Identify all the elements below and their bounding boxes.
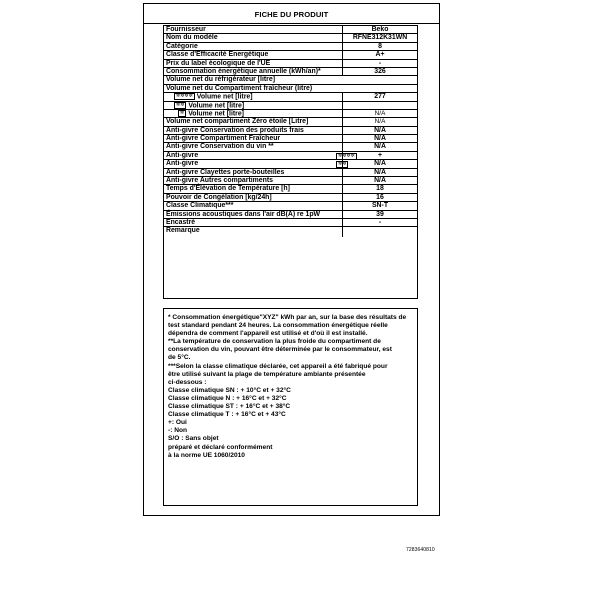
row-label: Anti-givre Autres compartiments — [166, 177, 273, 185]
row-value: - — [378, 218, 382, 226]
footnote-line: dépendra de comment l'appareil est utilisé et d'où il est installé. — [168, 330, 368, 338]
row-label: Remarque — [166, 227, 200, 235]
footnote-line: à la norme UE 1060/2010 — [168, 451, 245, 459]
table-row — [164, 43, 417, 51]
table-row — [164, 102, 417, 110]
table-row — [164, 185, 417, 193]
row-value: N/A — [374, 143, 386, 151]
row-value: A+ — [375, 51, 385, 59]
footnote-line: -: Non — [168, 427, 188, 435]
row-label: Consommation énergétique annuelle (kWh/an)* — [166, 67, 321, 75]
row-value: 277 — [374, 93, 386, 101]
row-label: Anti-givre Conservation des produits frais — [166, 126, 304, 134]
row-value: N/A — [374, 168, 386, 176]
footnote-line: Classe climatique ST : + 16°C et + 38°C — [168, 403, 291, 411]
row-label: Catégorie — [166, 42, 198, 50]
footnote-line: +: Oui — [168, 419, 187, 427]
row-value: - — [378, 59, 382, 67]
row-value: 326 — [374, 67, 386, 75]
row-label: Pouvoir de Congélation [kg/24h] — [166, 193, 272, 201]
footnote-line: Classe climatique N : + 16°C et + 32°C — [168, 394, 287, 402]
row-value: N/A — [374, 126, 386, 134]
row-label: Classe d'Efficacité Energétique — [166, 51, 269, 59]
table-row — [164, 202, 417, 210]
footnote-line: préparé et déclaré conformément — [168, 443, 273, 451]
document-code: 7283640810 — [406, 547, 435, 553]
table-row — [164, 26, 417, 34]
row-label: Volume net [litre] — [196, 93, 253, 101]
one-star-icon: ✲ — [180, 109, 185, 116]
title-divider — [144, 23, 439, 24]
row-label: Encastré — [166, 218, 196, 226]
row-value: 16 — [376, 193, 384, 201]
footnote-line: Classe climatique SN : + 10°C et + 32°C — [168, 386, 291, 394]
row-value: + — [377, 151, 383, 159]
table-row — [164, 76, 417, 84]
footnote-line: **La température de conservation la plus froide du compartiment de — [168, 338, 381, 346]
row-label: Volume net [litre] — [188, 101, 245, 109]
table-row — [164, 127, 417, 135]
footnote-line: conservation du vin, pouvant être déterminée par le consommateur, est — [168, 346, 392, 354]
product-sheet — [143, 3, 440, 516]
table-row — [164, 93, 417, 101]
spec-table — [163, 25, 418, 299]
row-value: Beko — [371, 26, 389, 33]
footnote-line: être utilisé suivant la plage de température ambiante présentée — [168, 370, 366, 378]
row-label: Anti-givre — [166, 160, 199, 168]
footnote-line: Classe climatique T : + 16°C et + 43°C — [168, 411, 286, 419]
row-label: Anti-givre — [166, 151, 199, 159]
table-row — [164, 135, 417, 143]
footnotes — [163, 308, 418, 506]
row-label: Volume net [litre] — [188, 110, 244, 118]
footnote-line: ***Selon la classe climatique déclarée, cet appareil a été fabriqué pour — [168, 362, 388, 370]
two-star-icon: ✲✲ — [338, 161, 347, 168]
row-value: N/A — [374, 135, 386, 143]
table-row — [164, 211, 417, 219]
footnote-line: S/O : Sans objet — [168, 435, 219, 443]
footnote-line: * Consommation énergétique"XYZ" kWh par an, sur la base des résultats de — [168, 314, 407, 321]
row-label: Fournisseur — [166, 26, 206, 33]
table-row — [164, 152, 417, 160]
sheet-title: FICHE DU PRODUIT — [254, 10, 329, 19]
table-row — [164, 169, 417, 177]
row-value: 8 — [378, 42, 382, 50]
table-row — [164, 85, 417, 93]
table-row — [164, 68, 417, 76]
row-label: Anti-givre Clayettes porte-bouteilles — [166, 168, 285, 176]
four-star-icon: ✲✲✲✲ — [338, 152, 355, 159]
row-value: N/A — [374, 160, 386, 168]
row-value: 39 — [376, 210, 384, 218]
footnote-line: test standard pendant 24 heures. La consommation énergétique réelle — [168, 322, 388, 330]
row-label: Volume net du Compartiment fraîcheur (litre) — [166, 84, 313, 92]
table-row — [164, 194, 417, 202]
four-star-icon: ✲✲✲✲ — [176, 93, 193, 100]
table-row — [164, 51, 417, 59]
row-label: Volume net du réfrigérateur [litre] — [166, 76, 275, 84]
footnote-line: de 5°C. — [168, 354, 191, 362]
row-value: N/A — [374, 177, 386, 185]
table-row — [164, 60, 417, 68]
row-label: Nom du modèle — [166, 34, 218, 42]
row-label: Anti-givre Compartiment Fraîcheur — [166, 135, 281, 143]
row-value: 18 — [376, 185, 384, 193]
row-value: N/A — [374, 118, 386, 126]
row-label: Prix du label écologique de l'UE — [166, 59, 271, 67]
row-label: Classe Climatique*** — [166, 202, 234, 210]
row-value: RFNE312K31WN — [352, 34, 408, 42]
row-label: Volume net compartiment Zéro étoile [Litre] — [166, 118, 309, 126]
table-row — [164, 143, 417, 151]
table-row — [164, 110, 417, 118]
row-label: Temps d'Élévation de Température [h] — [166, 185, 290, 193]
table-row — [164, 118, 417, 126]
row-value: SN-T — [371, 202, 389, 210]
table-row — [164, 34, 417, 42]
table-row — [164, 219, 417, 227]
row-value: N/A — [374, 109, 386, 117]
two-star-icon: ✲✲ — [176, 101, 185, 108]
footnote-line: ci-dessous : — [168, 378, 207, 386]
table-row — [164, 160, 417, 168]
row-label: Anti-givre Conservation du vin ** — [166, 143, 274, 151]
row-label: Émissions acoustiques dans l'air dB(A) re 1pW — [166, 210, 321, 218]
table-row — [164, 227, 417, 237]
